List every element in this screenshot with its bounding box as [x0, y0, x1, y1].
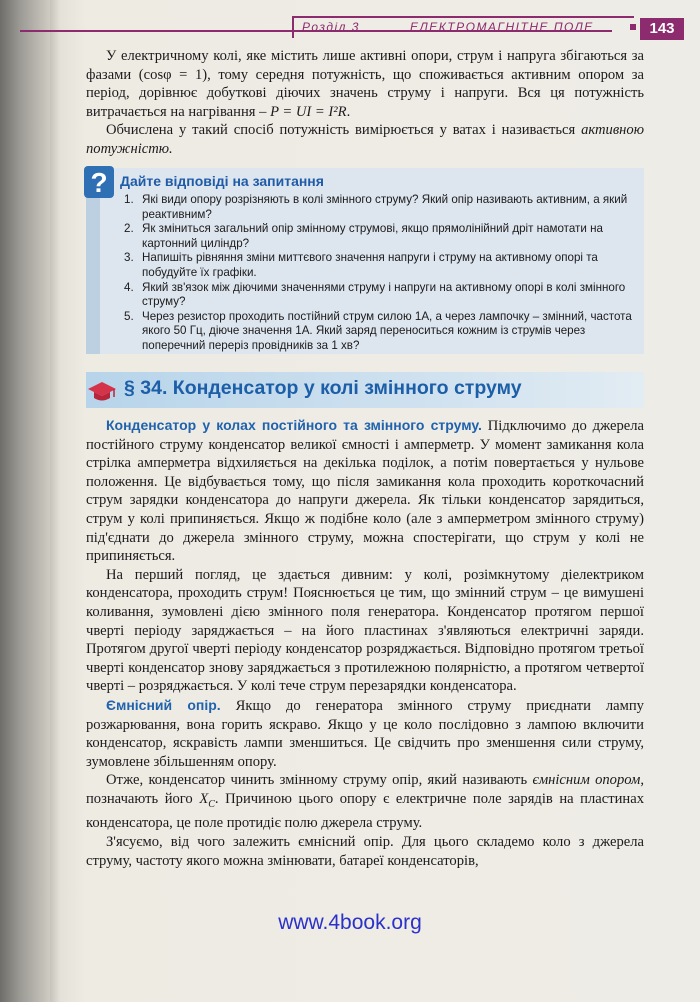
question-item — [124, 281, 636, 310]
xc-symbol — [199, 790, 215, 810]
section-p2-text: На перший погляд, це здається дивним: у колі, розімкнутому діелектриком конденсатора, проходить струм! Пояснюється це тим, що змінний струм – це вимушені коливання, зумовлені дією змінного поля генератора. Конденсатор протягом першої чверті періоду заряджається – на його пластинах з'являються електричні заряди. Протягом другої чверті періоду конденсатор розряджається. Відповідно протягом третьої чверті конденсатор знову заряджається з протилежною полярністю, а протягом четвертої чверті – розряджається. У колі тече струм перезарядки конденсатора. — [86, 566, 644, 695]
section-p4a: Отже, конденсатор чинить змінному струму опір, який називають — [106, 772, 528, 789]
graduation-cap-icon — [86, 378, 118, 404]
question-number: 3. — [124, 251, 134, 265]
question-number: 4. — [124, 280, 134, 294]
question-item — [124, 222, 636, 251]
question-item — [124, 251, 636, 280]
section-p3-text: Якщо до генератора змінного струму приєднати лампу розжарювання, вона горить яскраво. Якщо у це коло послідовно з лампою включити конденсатор, яскравість лампи зменшиться. Це свідчить про зменшення сили струму, зумовлене збільшенням опору. — [86, 697, 644, 770]
intro-text — [86, 47, 644, 159]
active-power-term: активною потужністю. — [86, 122, 644, 157]
question-text: Через резистор проходить постійний струм силою 1А, а через лампочку – змінний, частота якого 50 Гц, діюче значення 1А. Який заряд переноситься кожним із струмів через поперечний переріз провідників за 1 хв? — [142, 309, 632, 352]
question-item — [124, 310, 636, 354]
subheading-capacitive-resistance: Ємнісний опір. — [106, 696, 221, 713]
section-p5-text: З'ясуємо, від чого залежить ємнісний опір. Для цього складемо коло з джерела струму, частоту якого можна змінювати, батареї конденсаторів, — [86, 833, 644, 869]
questions-side-bar — [86, 196, 100, 354]
section-paragraph-5 — [86, 833, 644, 870]
question-mark-icon — [84, 166, 114, 198]
questions-list — [124, 193, 636, 354]
question-text: Який зв'язок між діючими значеннями струму і напруги на активному опорі в колі змінного струму? — [142, 280, 626, 309]
section-paragraph-4 — [86, 771, 644, 833]
xc-subscript: C — [208, 798, 215, 810]
section-paragraph-3 — [86, 696, 644, 771]
section-paragraph-1 — [86, 416, 644, 566]
capacitive-resistance-term: ємнісним опором — [532, 772, 641, 789]
header-title: ЕЛЕКТРОМАГНІТНЕ ПОЛЕ — [410, 20, 594, 34]
question-item — [124, 193, 636, 222]
section-p4b: , позначають його — [86, 772, 644, 807]
intro-p1-text: У електричному колі, яке містить лише активні опори, струм і напруга збігаються за фазами (cosφ = 1), тому середня потужність, що споживається активним опором за період, дорівнює добуткові діючих значень струму і напруги. Вся ця потужність витрачається на нагрівання – — [86, 48, 644, 120]
section-p1-text: Підключимо до джерела постійного струму конденсатор великої ємності і амперметр. У момент замикання кола стрілка амперметра відхиляється на декілька поділок, а потім повертається у нульове положення. Це відбувається тому, що після замикання кола проходить короткочасний струм зарядки конденсатора до напруги джерела. Як тільки конденсатор зарядиться, струм у колі припиняється. Якщо ж подібне коло (але з амперметром змінного струму) під'єднати до джерела змінного струму, можна спостерігати, що струм у колі не припиняється. — [86, 418, 645, 565]
page-number: 143 — [640, 18, 684, 40]
subheading-capacitor-circuits: Конденсатор у колах постійного та змінного струму. — [106, 417, 482, 433]
intro-paragraph-2 — [86, 121, 644, 158]
section-p4c: . Причиною цього опору є електричне поле зарядів на пластинах конденсатора, це поле протидіє полю джерела струму. — [86, 790, 645, 832]
question-text: Напишіть рівняння зміни миттєвого значення напруги і струму на активному опорі та побудуйте їх графіки. — [142, 251, 598, 279]
questions-title: Дайте відповіді на запитання — [120, 173, 324, 189]
page-gutter — [0, 0, 50, 1002]
question-text: Які види опору розрізняють в колі змінного струму? Який опір називають активним, а який реактивним? — [142, 193, 628, 221]
section-body — [86, 416, 644, 870]
svg-text:?: ? — [90, 167, 108, 198]
question-number: 2. — [124, 222, 134, 236]
intro-paragraph-1: У електричному колі, яке містить лише активні опори, струм і напруга збігаються за фазами (cosφ = 1), тому середня потужність, що споживається активним опором за період, дорівнює добуткові діючих значень струму і напруги. Вся ця потужність витрачається на нагрівання – P = UI = I²R. — [86, 48, 644, 120]
header-chapter: Розділ 3 — [302, 20, 360, 34]
section-paragraph-2 — [86, 566, 644, 696]
xc-letter: X — [199, 790, 209, 807]
power-formula: P = UI = I²R — [270, 103, 347, 120]
question-number: 5. — [124, 309, 134, 323]
question-text: Як зміниться загальний опір змінному струмові, якщо прямолінійний дріт намотати на картонний циліндр? — [142, 222, 603, 250]
question-number: 1. — [124, 193, 134, 206]
website-link[interactable]: www.4book.org — [278, 911, 422, 934]
section-title: § 34. Конденсатор у колі змінного струму — [124, 377, 522, 399]
intro-p2-text: Обчислена у такий спосіб потужність вимірюється у ватах і називається — [106, 122, 576, 139]
header-dot — [630, 24, 636, 30]
